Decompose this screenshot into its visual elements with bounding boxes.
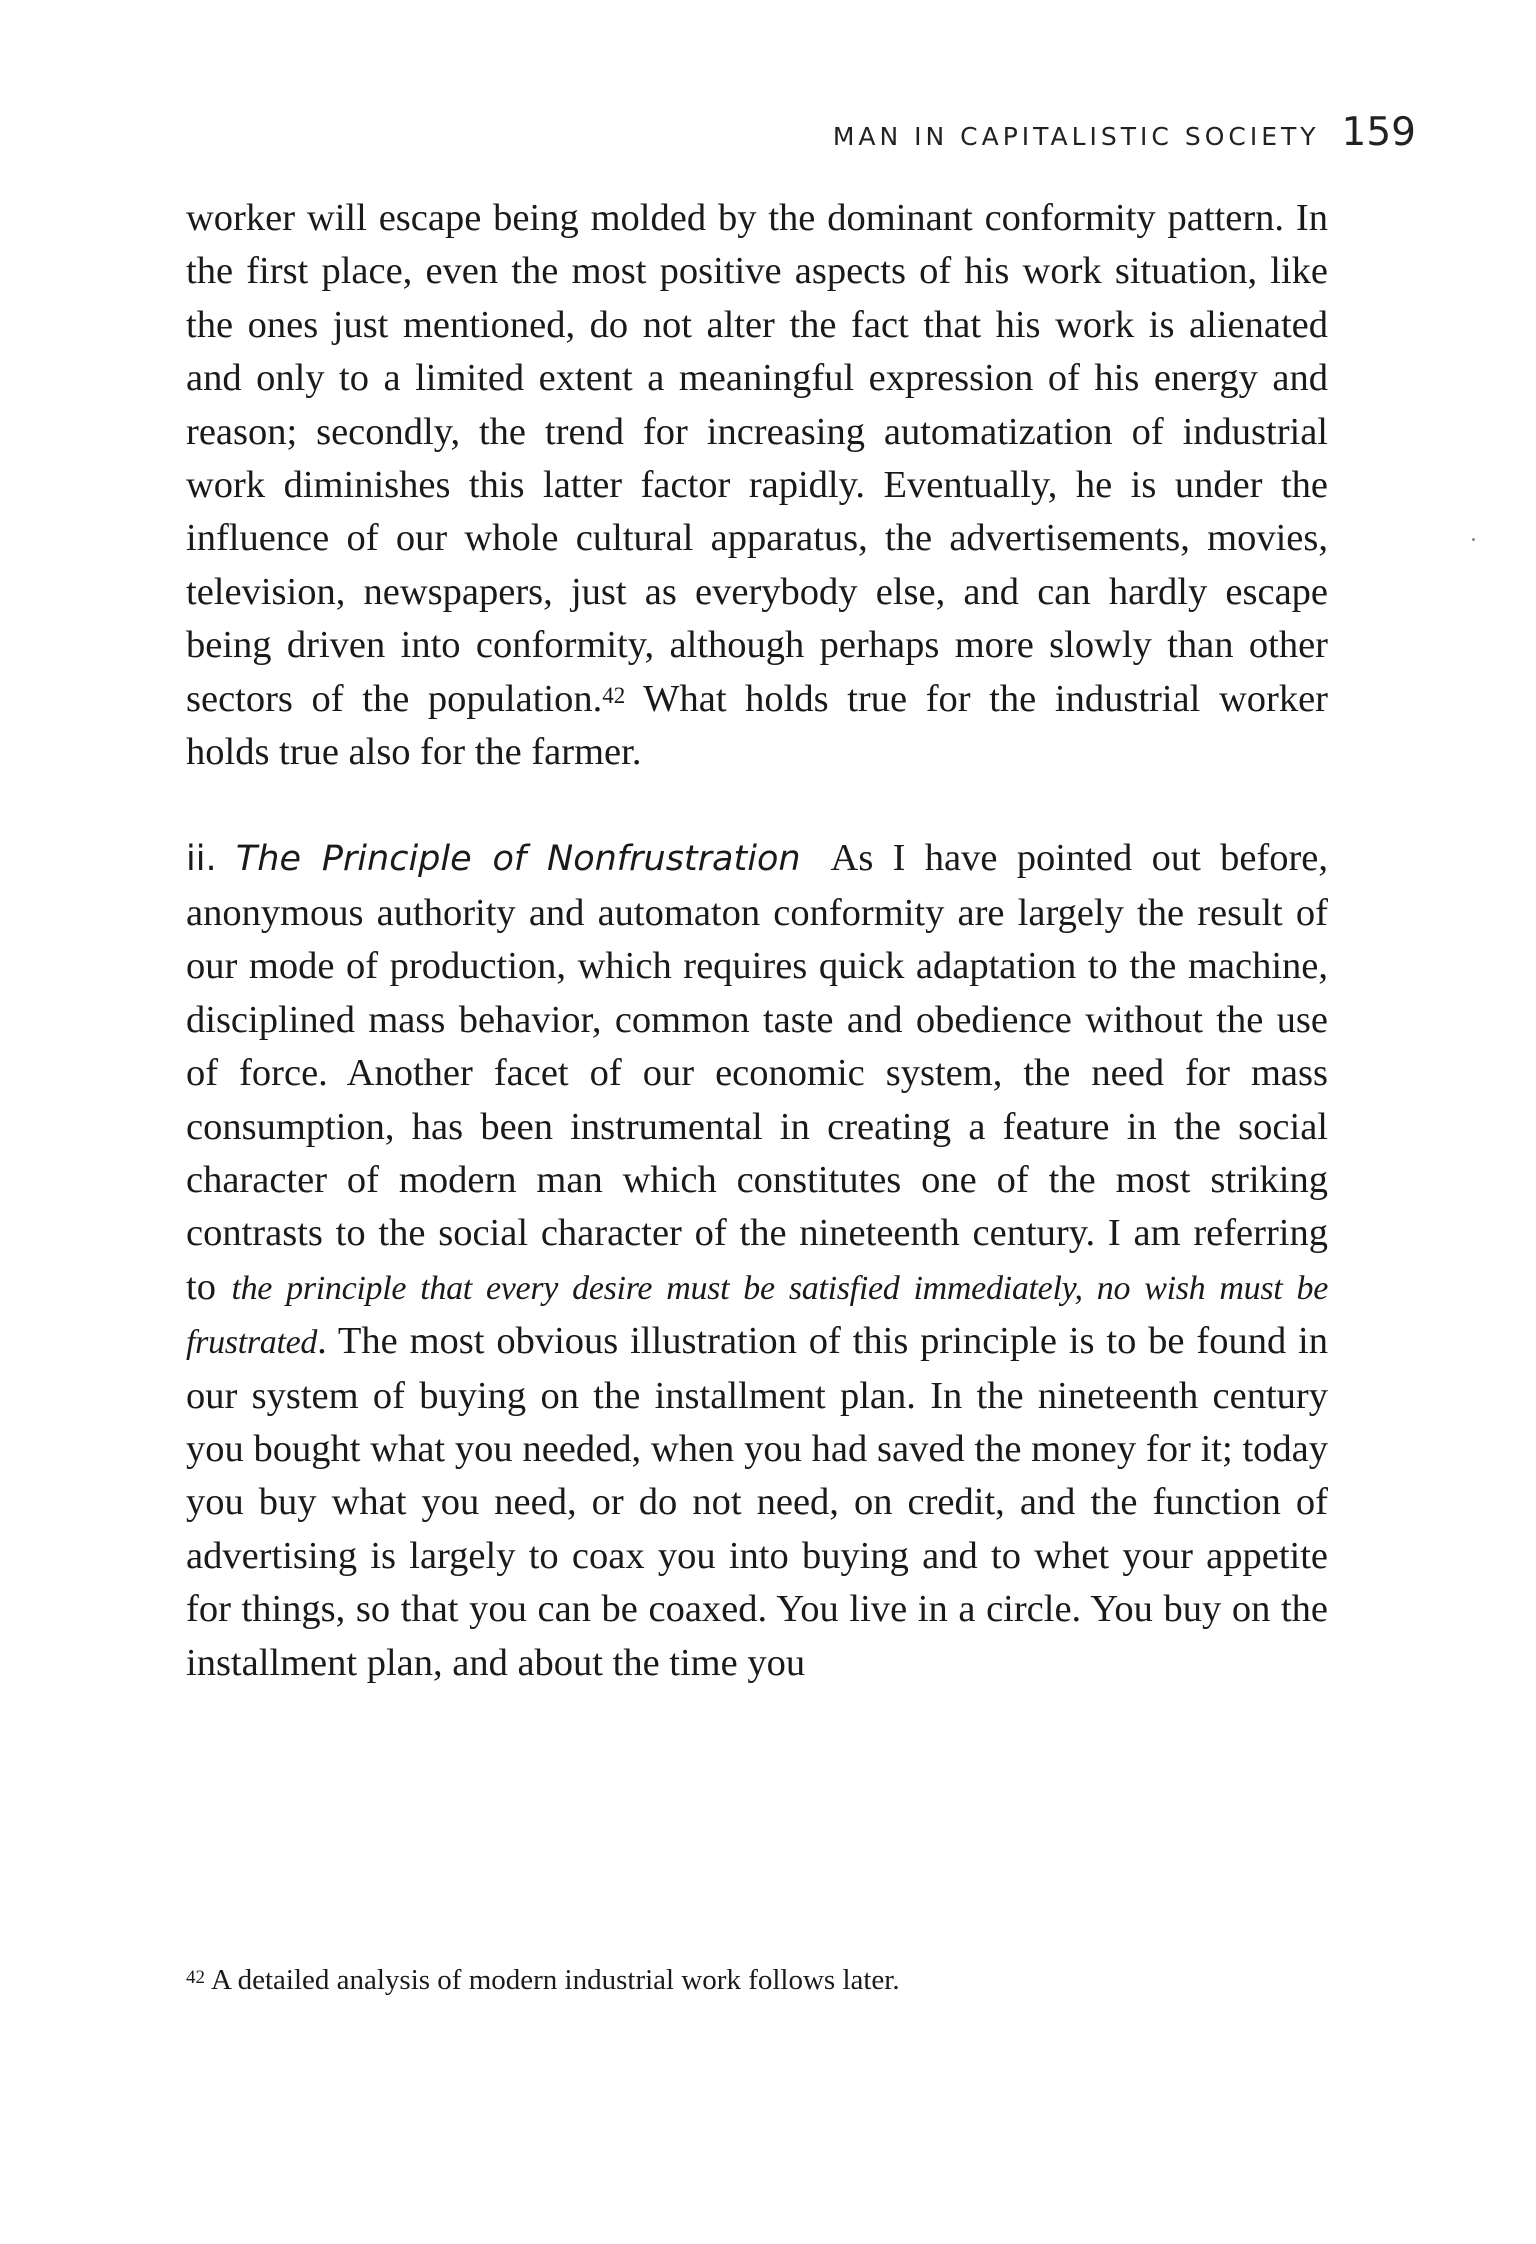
footnote-reference: 42 bbox=[602, 682, 626, 708]
paragraph-1-tail: What holds true for the industrial worker holds true also for the farmer. bbox=[186, 677, 1328, 774]
footnote bbox=[186, 1960, 900, 2000]
emphasized-principle: the principle that every desire must be satisfied immediately, no wish must be frustrated bbox=[186, 1269, 1328, 1362]
page-number: 159 bbox=[1341, 110, 1416, 155]
scan-speck bbox=[1472, 538, 1475, 541]
footnote-number: 42 bbox=[186, 1967, 205, 1988]
body-text bbox=[186, 192, 1328, 1690]
section-title: The Principle of Nonfrustration bbox=[235, 839, 801, 880]
running-head bbox=[833, 110, 1416, 155]
paragraph-2-text-end: . The most obvious illustration of this principle is to be found in our system of buying on the installment plan. In the nineteenth century you bought what you needed, when you had saved the money for it; today you buy what you need, or do not need, on credit, and the function of advertising is largely to coax you into buying and to whet your appetite for things, so that you can be coaxed. You live in a circle. You buy on the installment plan, and about the time you bbox=[186, 1320, 1328, 1684]
footnote-text: A detailed analysis of modern industrial work follows later. bbox=[211, 1964, 900, 1996]
section-number: ii. bbox=[186, 839, 217, 880]
paragraph-2 bbox=[186, 832, 1328, 1690]
paragraph-1-text: worker will escape being molded by the dominant conformity pattern. In the first place, even the most positive aspects of his work situation, like the ones just mentioned, do not alter the fact that his work is alienated and only to a limited extent a meaningful expression of his energy and reason; secondly, the trend for increasing automatization of industrial work diminishes this latter factor rapidly. Eventually, he is under the influence of our whole cultural apparatus, the advertisements, movies, television, newspapers, just as everybody else, and can hardly escape being driven into conformity, although perhaps more slowly than other sectors of the population. bbox=[186, 197, 1328, 720]
running-head-title: MAN IN CAPITALISTIC SOCIETY bbox=[832, 122, 1320, 151]
paragraph-2-text-start: As I have pointed out before, anonymous authority and automaton conformity are largely the result of our mode of production, which requires quick adaptation to the machine, disciplined mass behavior, common taste and obedience without the use of force. Another facet of our economic system, the need for mass consumption, has been instrumental in creating a feature in the social character of modern man which constitutes one of the most striking contrasts to the social character of the nineteenth century. I am referring to bbox=[186, 837, 1329, 1308]
paragraph-1 bbox=[186, 192, 1328, 779]
